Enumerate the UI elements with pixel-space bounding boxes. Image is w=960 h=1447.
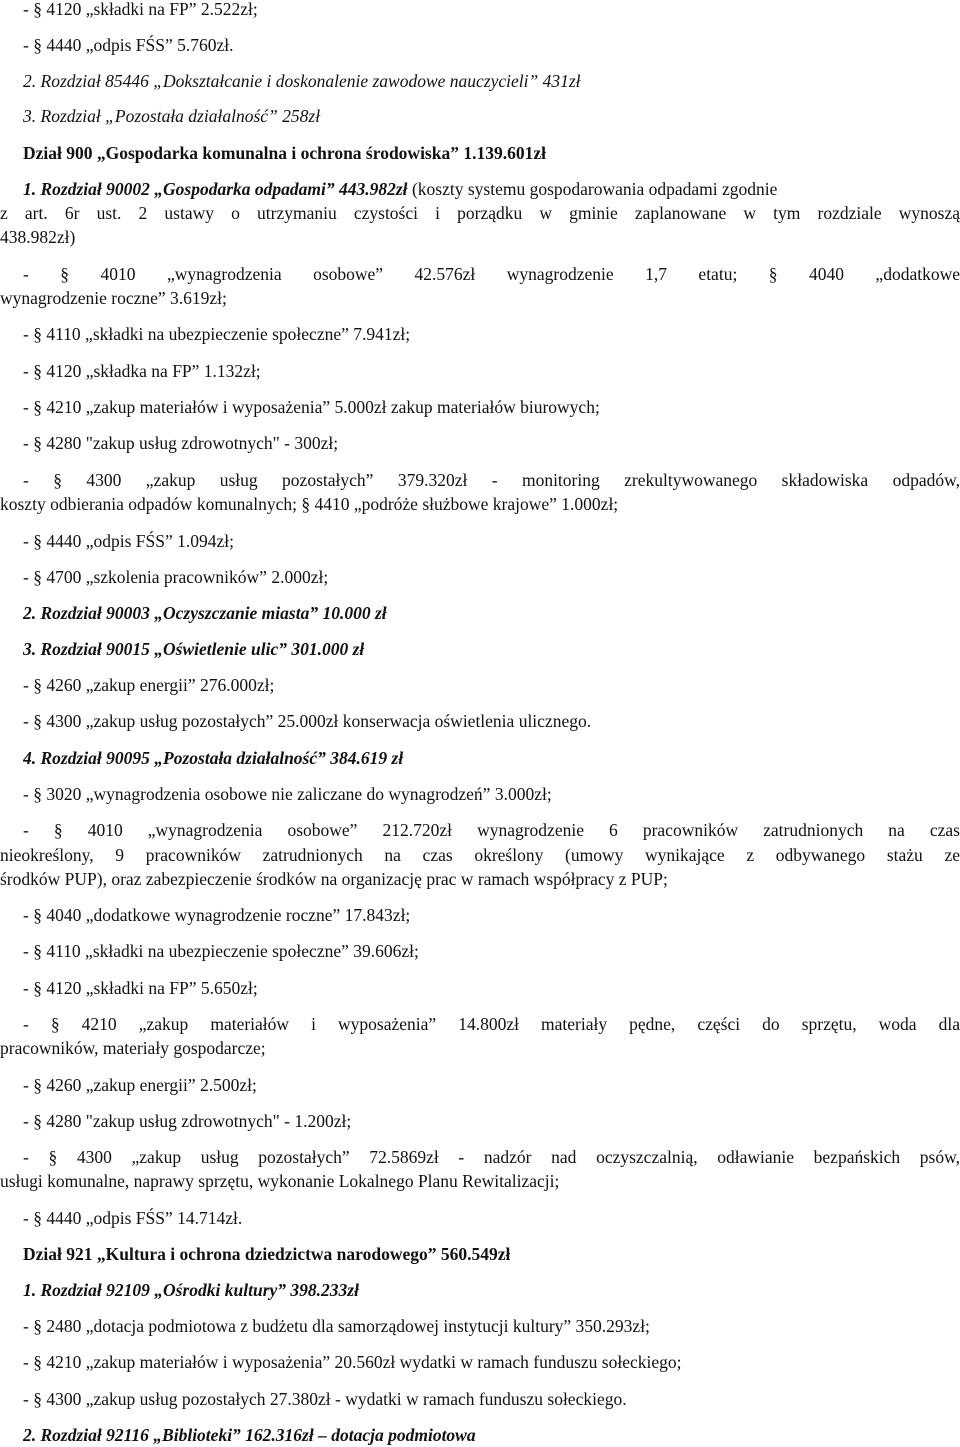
text-line: - § 4300 „zakup usług pozostałych” 25.000zł konserwacja oświetlenia ulicznego.	[23, 711, 592, 731]
text-line: środków PUP), oraz zabezpieczenie środków na organizację prac w ramach współpracy z PUP;	[0, 869, 668, 889]
text-line: - § 4260 „zakup energii” 276.000zł;	[23, 675, 275, 695]
text-line: - § 4110 „składki na ubezpieczenie społeczne” 39.606zł;	[23, 941, 419, 961]
text-line: - § 4210 „zakup materiałów i wyposażenia” 5.000zł zakup materiałów biurowych;	[23, 397, 600, 417]
text-line: - § 4040 „dodatkowe wynagrodzenie roczne” 17.843zł;	[23, 905, 411, 925]
text-line: wynagrodzenie roczne” 3.619zł;	[0, 288, 227, 308]
text-line: nieokreślony, 9 pracowników zatrudnionych na czas określony (umowy wynikające z odbywanego stażu ze	[0, 845, 960, 865]
text-line: - § 4300 „zakup usług pozostałych 27.380zł - wydatki w ramach funduszu sołeckiego.	[23, 1389, 627, 1409]
text-line: - § 4280 "zakup usług zdrowotnych" - 300zł;	[23, 433, 339, 453]
text-line: - § 4120 „składki na FP” 2.522zł;	[23, 0, 258, 19]
text-line: 4. Rozdział 90095 „Pozostała działalność” 384.619 zł	[23, 748, 404, 768]
text-line: - § 4300 „zakup usług pozostałych” 379.320zł - monitoring zrekultywowanego składowiska odpadów,	[23, 470, 960, 490]
text-line: - § 4260 „zakup energii” 2.500zł;	[23, 1075, 257, 1095]
text-line: - § 4440 „odpis FŚS” 5.760zł.	[23, 35, 234, 55]
text-line: - § 3020 „wynagrodzenia osobowe nie zaliczane do wynagrodzeń” 3.000zł;	[23, 784, 552, 804]
text-line: - § 4120 „składki na FP” 5.650zł;	[23, 978, 258, 998]
text-line: 2. Rozdział 90003 „Oczyszczanie miasta” 10.000 zł	[23, 603, 387, 623]
text-line: - § 4010 „wynagrodzenia osobowe” 212.720zł wynagrodzenie 6 pracowników zatrudnionych na czas	[23, 820, 960, 840]
text-line: pracowników, materiały gospodarcze;	[0, 1038, 266, 1058]
text-line: - § 4440 „odpis FŚS” 14.714zł.	[23, 1208, 243, 1228]
text-line: - § 4210 „zakup materiałów i wyposażenia” 14.800zł materiały pędne, części do sprzętu, woda dla	[23, 1014, 960, 1034]
text-line: 3. Rozdział 90015 „Oświetlenie ulic” 301.000 zł	[23, 639, 365, 659]
text-line: koszty odbierania odpadów komunalnych; § 4410 „podróże służbowe krajowe” 1.000zł;	[0, 494, 619, 514]
text-line: usługi komunalne, naprawy sprzętu, wykonanie Lokalnego Planu Rewitalizacji;	[0, 1171, 560, 1191]
text-line: - § 4210 „zakup materiałów i wyposażenia” 20.560zł wydatki w ramach funduszu sołeckiego;	[23, 1352, 682, 1372]
text-line: - § 4280 "zakup usług zdrowotnych" - 1.200zł;	[23, 1111, 352, 1131]
text-line: 2. Rozdział 85446 „Dokształcanie i doskonalenie zawodowe nauczycieli” 431zł	[23, 71, 581, 91]
section-heading: Dział 921 „Kultura i ochrona dziedzictwa narodowego” 560.549zł	[23, 1244, 511, 1264]
text-line: z art. 6r ust. 2 ustawy o utrzymaniu czystości i porządku w gminie zaplanowane w tym rozdziale wynoszą	[0, 203, 960, 223]
text-line: - § 2480 „dotacja podmiotowa z budżetu dla samorządowej instytucji kultury” 350.293zł;	[23, 1316, 650, 1336]
section-heading: Dział 900 „Gospodarka komunalna i ochrona środowiska” 1.139.601zł	[23, 143, 546, 163]
text-line: - § 4440 „odpis FŚS” 1.094zł;	[23, 531, 234, 551]
text-line: 1. Rozdział 90002 „Gospodarka odpadami” 443.982zł (koszty systemu gospodarowania odpadami zgodnie	[23, 179, 778, 199]
text-line: 1. Rozdział 92109 „Ośrodki kultury” 398.233zł	[23, 1280, 359, 1300]
text-line: 2. Rozdział 92116 „Biblioteki” 162.316zł – dotacja podmiotowa	[23, 1425, 476, 1445]
text-line: - § 4120 „składka na FP” 1.132zł;	[23, 361, 261, 381]
text-line: 438.982zł)	[0, 227, 76, 247]
text-line: - § 4700 „szkolenia pracowników” 2.000zł;	[23, 567, 329, 587]
text-line: - § 4110 „składki na ubezpieczenie społeczne” 7.941zł;	[23, 324, 411, 344]
text-line: - § 4300 „zakup usług pozostałych” 72.5869zł - nadzór nad oczyszczalnią, odławianie bezpańskich psów,	[23, 1147, 960, 1167]
text-line: - § 4010 „wynagrodzenia osobowe” 42.576zł wynagrodzenie 1,7 etatu; § 4040 „dodatkowe	[23, 264, 960, 284]
text-line: 3. Rozdział „Pozostała działalność” 258zł	[23, 106, 321, 126]
